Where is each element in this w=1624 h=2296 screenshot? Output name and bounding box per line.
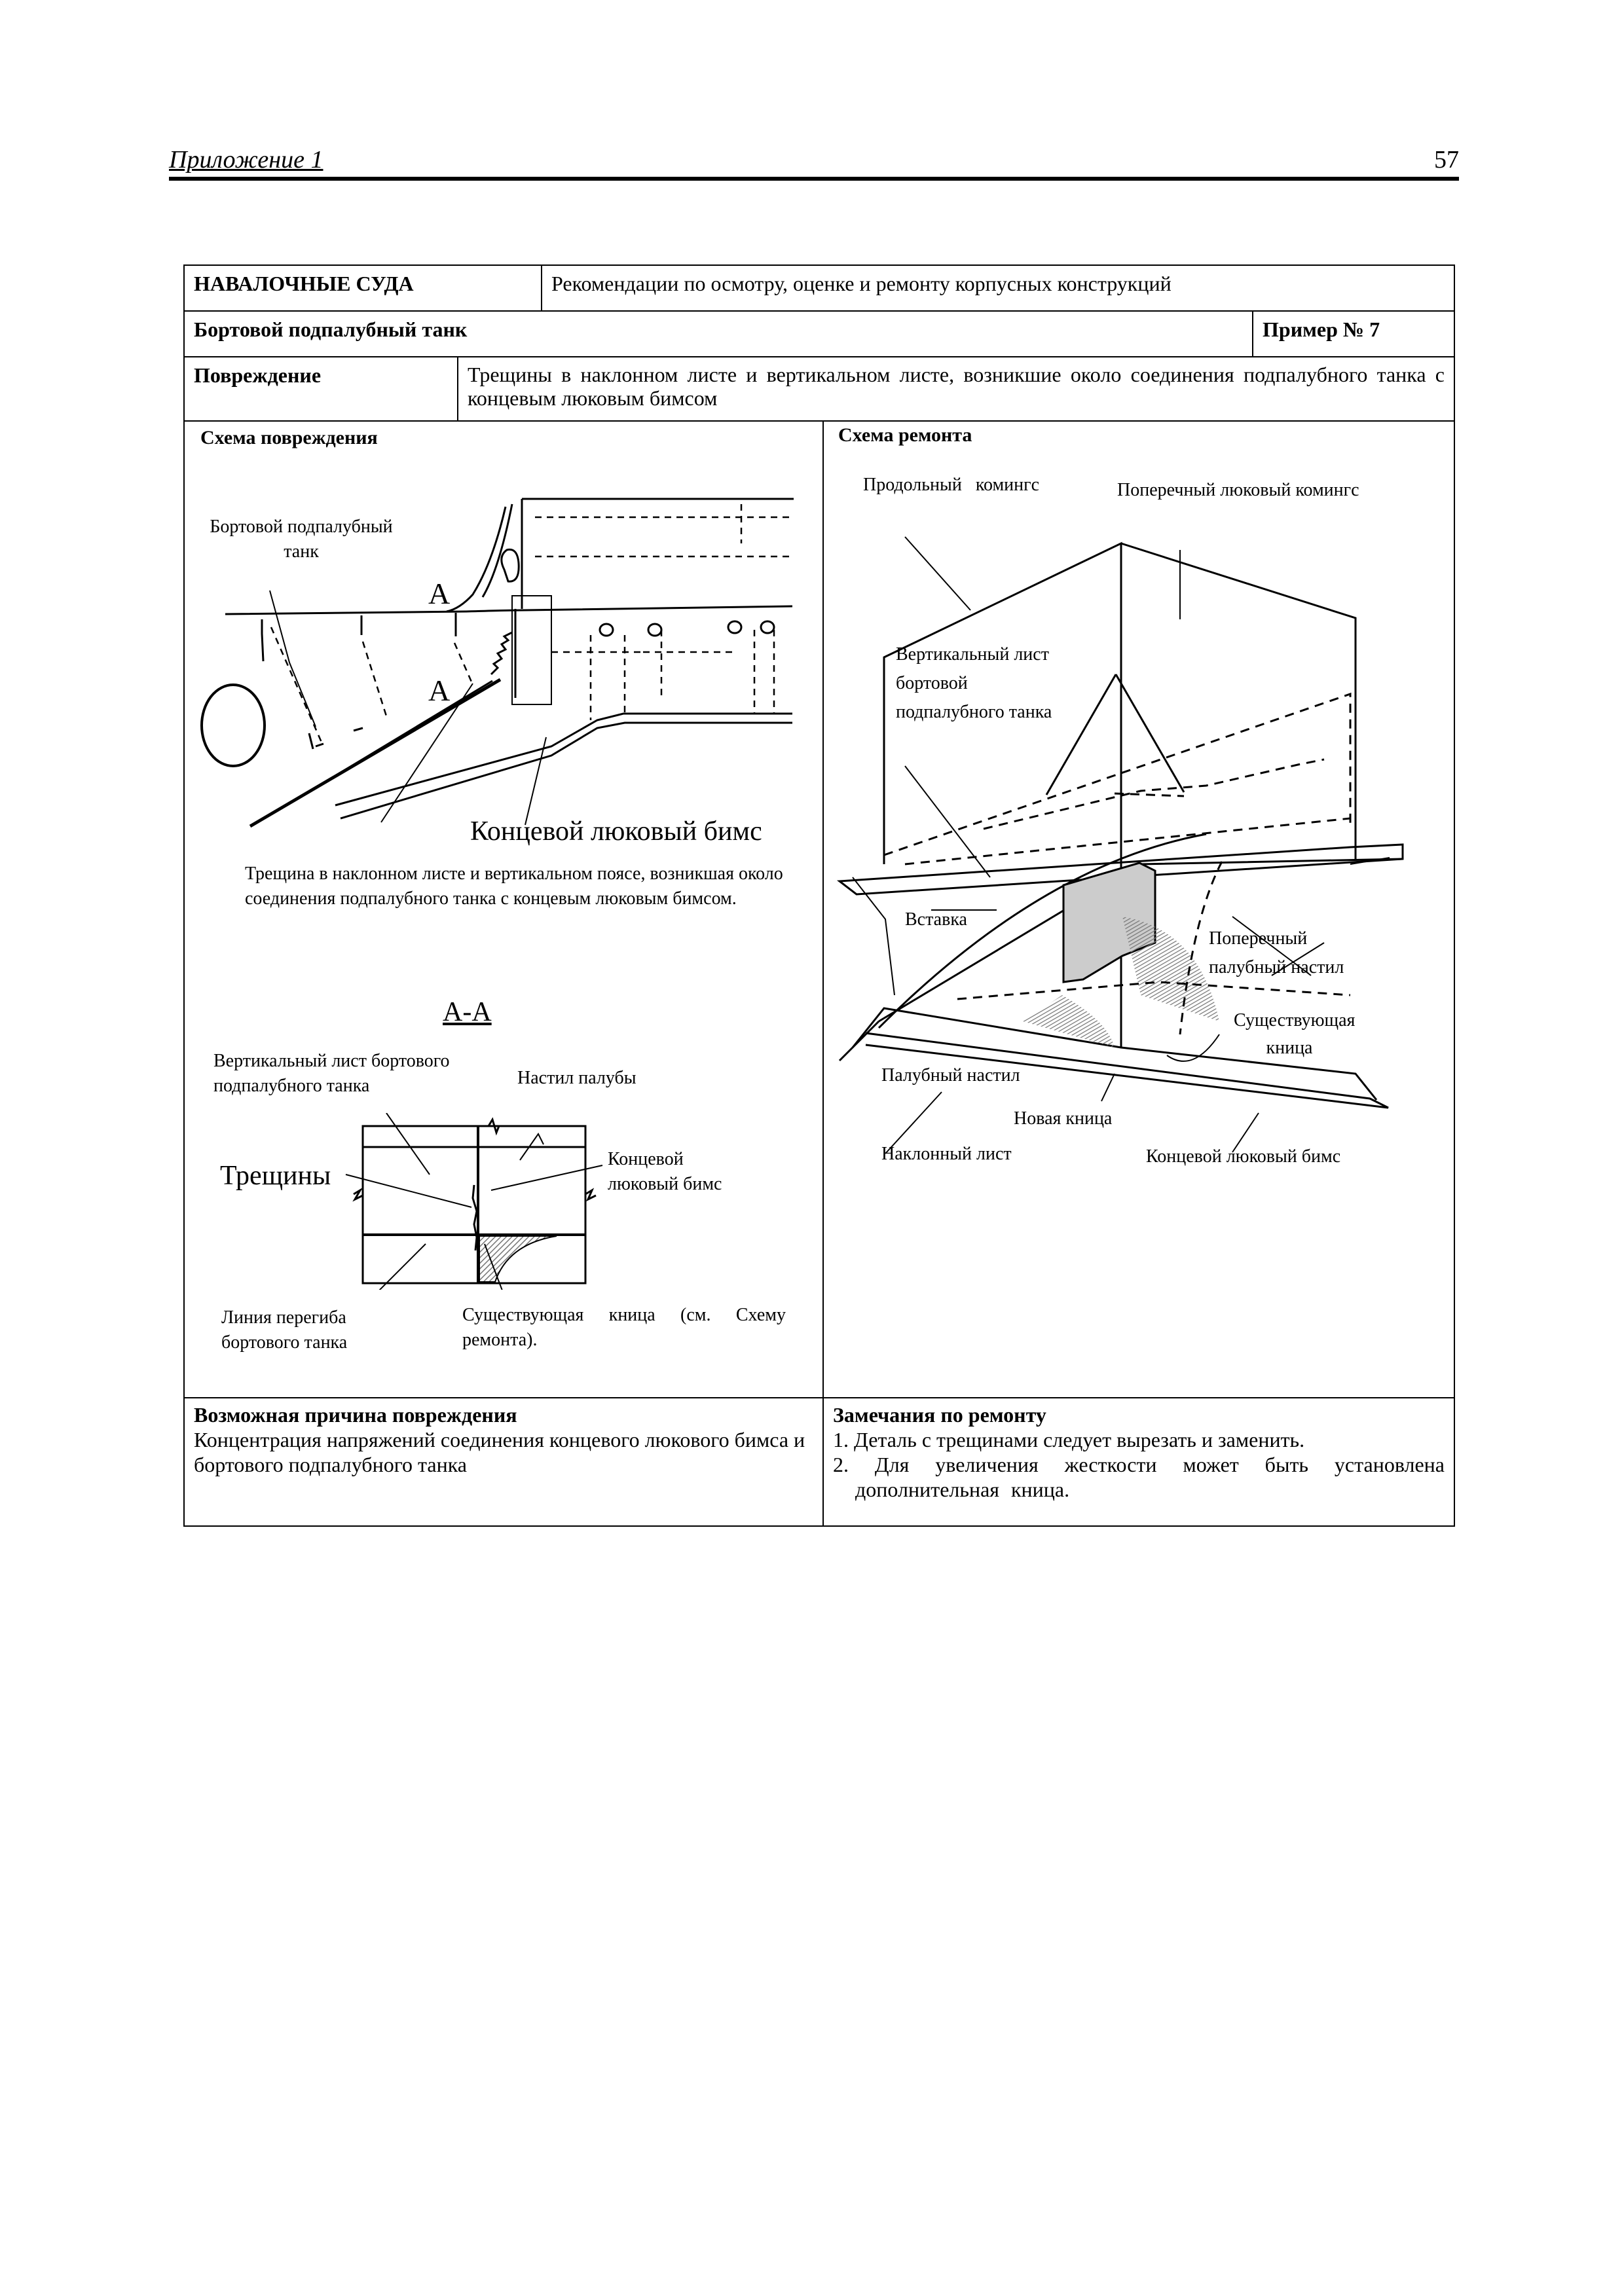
- deck-line: [225, 606, 792, 614]
- section-a-a-title: A-A: [443, 997, 492, 1027]
- crack-note: Трещина в наклонном листе и вертикальном поясе, возникшая около соединения подпалубного танка с концевым люковым бимсом.: [245, 864, 783, 909]
- section-a-a-drawing: [341, 1113, 616, 1290]
- label-cracks: Трещины: [220, 1161, 331, 1191]
- remark-item: 1. Деталь с трещинами следует вырезать и заменить.: [833, 1428, 1305, 1451]
- cause-cell: [185, 1398, 822, 1481]
- damage-scheme-title: Схема повреждения: [200, 427, 378, 448]
- vessel-type: НАВАЛОЧНЫЕ СУДА: [194, 272, 414, 295]
- label-vertical-plate-repair: Вертикальный лист бортовой подпалубного танка: [896, 644, 1052, 722]
- label-new-bracket: Новая кница: [1014, 1108, 1113, 1129]
- label-trans-coaming: Поперечный люковый комингс: [1117, 480, 1359, 500]
- sloping-plate: [250, 680, 500, 826]
- section-mark-a: A: [428, 577, 451, 610]
- remarks-cell: [824, 1398, 1454, 1506]
- label-existing-bracket: Существующая кница (см. Схему ремонта).: [462, 1305, 786, 1350]
- label-end-beam-repair: Концевой люковый бимс: [1146, 1146, 1341, 1167]
- label-existing-bracket-repair: Существующая кница: [1234, 1010, 1356, 1058]
- repair-scheme-title: Схема ремонта: [838, 424, 972, 446]
- cause-title: Возможная причина повреждения: [194, 1403, 517, 1427]
- document-title: Рекомендации по осмотру, оценке и ремонту корпусных конструкций: [551, 272, 1172, 295]
- label-long-coaming: Продольный комингс: [863, 475, 1040, 495]
- label-end-hatch-beam: Концевой люковый бимс: [470, 816, 762, 847]
- damage-label: Повреждение: [194, 363, 322, 387]
- label-insert: Вставка: [905, 909, 967, 930]
- label-deck-plating: Настил палубы: [517, 1068, 637, 1088]
- label-trans-deck: Поперечный палубный настил: [1209, 928, 1344, 977]
- area-name: Бортовой подпалубный танк: [194, 318, 468, 341]
- remarks-title: Замечания по ремонту: [833, 1403, 1046, 1427]
- header-rule: [169, 177, 1459, 181]
- label-sloped-plate: Наклонный лист: [881, 1144, 1012, 1164]
- label-side-tank: Бортовой подпалубный танк: [210, 517, 393, 562]
- appendix-title: Приложение 1: [169, 146, 323, 173]
- page-number: 57: [1434, 146, 1459, 173]
- label-end-beam-section: Концевой люковый бимс: [608, 1149, 722, 1194]
- damage-description: Трещины в наклонном листе и вертикальном листе, возникшие около соединения подпалубного танка с концевым люковым бимсом: [468, 363, 1445, 410]
- label-deck-plating-repair: Палубный настил: [881, 1065, 1020, 1085]
- remark-item: 2. Для увеличения жесткости может быть установлена дополнительная кница.: [833, 1453, 1445, 1501]
- cause-text: Концентрация напряжений соединения концевого люкового бимса и бортового подпалубного танка: [194, 1428, 805, 1476]
- example-number: Пример № 7: [1263, 318, 1380, 341]
- row-separator: [183, 420, 1455, 422]
- col-separator: [822, 420, 824, 1527]
- section-mark-a: A: [428, 674, 451, 707]
- label-bend-line: Линия перегиба бортового танка: [221, 1307, 348, 1353]
- label-vertical-plate: Вертикальный лист бортового подпалубного танка: [213, 1051, 450, 1096]
